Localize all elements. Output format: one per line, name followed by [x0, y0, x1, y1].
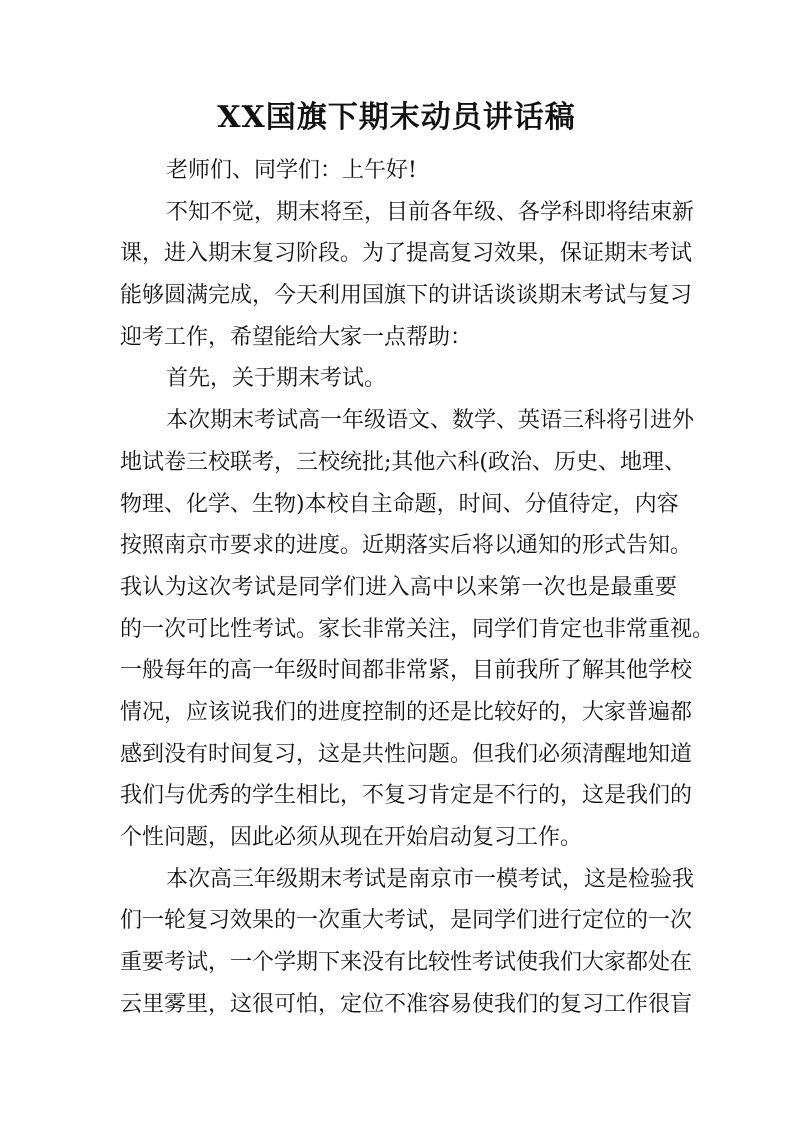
paragraph [120, 400, 715, 859]
text-line: 的一次可比性考试。家长非常关注，同学们肯定也非常重视。 [120, 616, 715, 642]
text-line: 感到没有时间复习，这是共性问题。但我们必须清醒地知道 [120, 741, 693, 767]
paragraph [120, 150, 677, 192]
text-line: 首先，关于期末考试。 [166, 366, 387, 392]
paragraph [120, 358, 677, 400]
text-line: 本次期末考试高一年级语文、数学、英语三科将引进外 [166, 408, 695, 434]
text-line: 按照南京市要求的进度。近期落实后将以通知的形式告知。 [120, 533, 693, 559]
text-line: 地试卷三校联考，三校统批;其他六科(政治、历史、地理、 [120, 449, 686, 475]
text-line: 物理、化学、生物)本校自主命题，时间、分值待定，内容 [120, 491, 679, 517]
text-line: 一般每年的高一年级时间都非常紧，目前我所了解其他学校 [120, 658, 693, 684]
text-line: 个性问题，因此必须从现在开始启动复习工作。 [120, 825, 583, 850]
text-line: 课，进入期末复习阶段。为了提高复习效果，保证期末考试 [120, 241, 693, 267]
text-line: 迎考工作，希望能给大家一点帮助： [120, 324, 473, 350]
document-title: XX国旗下期末动员讲话稿 [217, 100, 576, 135]
text-line: 们一轮复习效果的一次重大考试，是同学们进行定位的一次 [120, 908, 693, 934]
text-line: 云里雾里，这很可怕，定位不准容易使我们的复习工作很盲 [120, 991, 693, 1017]
text-line: 能够圆满完成，今天利用国旗下的讲话谈谈期末考试与复习 [120, 283, 693, 309]
text-line: 老师们、同学们：上午好! [166, 158, 417, 183]
document-body [120, 150, 715, 1025]
text-line: 我认为这次考试是同学们进入高中以来第一次也是最重要 [120, 574, 677, 600]
text-line: 重要考试，一个学期下来没有比较性考试使我们大家都处在 [120, 950, 693, 976]
text-line: 本次高三年级期末考试是南京市一模考试，这是检验我 [166, 866, 695, 892]
text-line: 情况，应该说我们的进度控制的还是比较好的，大家普遍都 [120, 699, 693, 725]
text-line: 不知不觉，期末将至，目前各年级、各学科即将结束新 [166, 199, 695, 225]
text-line: 我们与优秀的学生相比，不复习肯定是不行的，这是我们的 [120, 783, 693, 809]
paragraph [120, 192, 695, 359]
paragraph [120, 859, 695, 1026]
